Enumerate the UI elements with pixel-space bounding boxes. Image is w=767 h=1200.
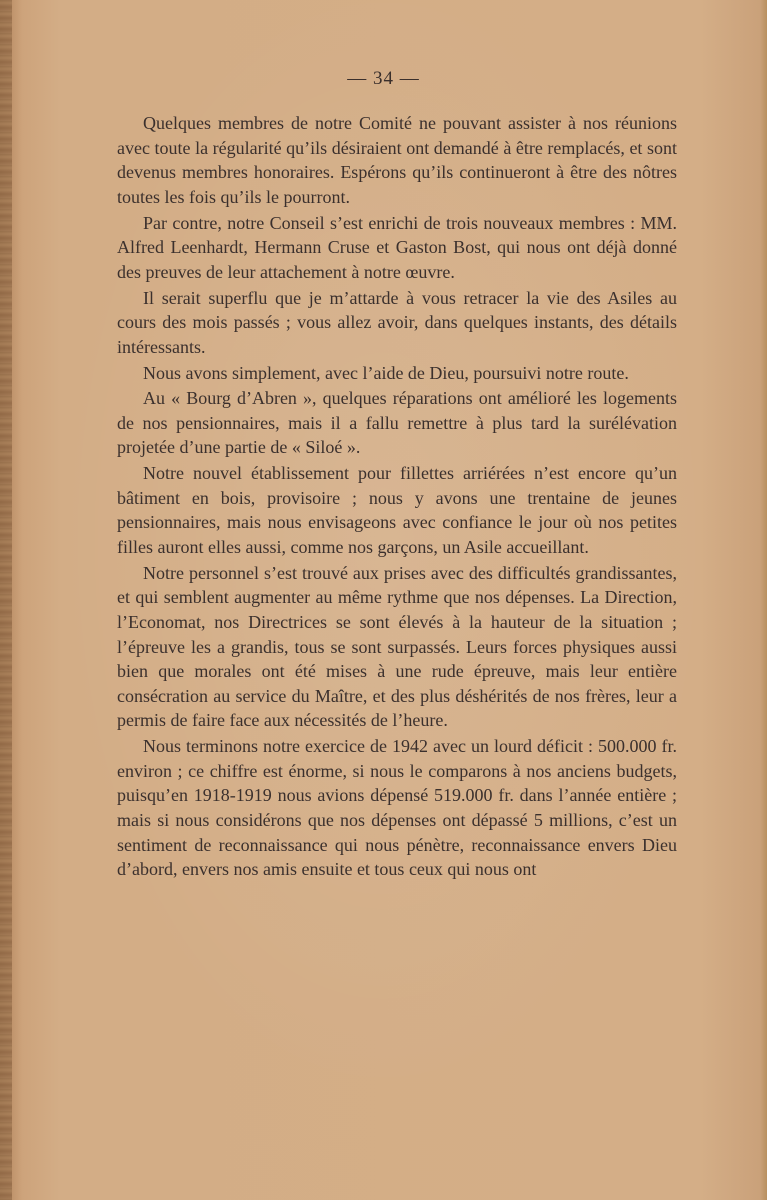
page-binding-edge <box>0 0 12 1200</box>
page-number: — 34 — <box>347 68 420 89</box>
paragraph-fillettes: Notre nouvel établissement pour fillettes arriérées n’est encore qu’un bâtiment en bois, provisoire ; nous y avons une trentaine de jeunes pensionnaires, mais nous envisageons avec confiance le jour où nos petites filles auront elles aussi, comme nos garçons, un Asile accueillant. <box>117 463 677 558</box>
body-text <box>117 111 677 882</box>
paragraph-exercice-1942: Nous terminons notre exercice de 1942 avec un lourd déficit : 500.000 fr. environ ; ce chiffre est énorme, si nous le comparons à nos anciens budgets, puisqu’en 1918-1919 nous avions dépensé 519.000 fr. dans l’année entière ; mais si nous considérons que nos dépenses ont dépassé 5 millions, c’est un sentiment de reconnaissance qui nous pénètre, reconnaissance envers Dieu d’abord, envers nos amis ensuite et tous ceux qui nous ont <box>117 736 677 880</box>
paragraph-personnel: Notre personnel s’est trouvé aux prises avec des difficultés grandissantes, et qui semblent augmenter au même rythme que nos dépenses. La Direction, l’Economat, nos Directrices se sont élevés à la hauteur de la situation ; l’épreuve les a grandis, tous se sont surpassés. Leurs forces physiques aussi bien que morales ont été mises à une rude épreuve, mais leur entière consécration au service du Maître, et des plus déshérités de nos frères, leur a permis de faire face aux nécessités de l’heure. <box>117 562 677 731</box>
paragraph-comite: Quelques membres de notre Comité ne pouvant assister à nos réunions avec toute la régularité qu’ils désiraient ont demandé à être remplacés, et sont devenus membres honoraires. Espérons qu’ils continueront à être des nôtres toutes les fois qu’ils le pourront. <box>117 113 677 207</box>
paragraph-conseil: Par contre, notre Conseil s’est enrichi de trois nouveaux membres : MM. Alfred Leenhardt, Hermann Cruse et Gaston Bost, qui nous ont déjà donné des preuves de leur attachement à notre œuvre. <box>117 212 677 282</box>
paragraph-asiles: Il serait superflu que je m’attarde à vous retracer la vie des Asiles au cours des mois passés ; vous allez avoir, dans quelques instants, des détails intéressants. <box>117 287 677 357</box>
paragraph-bourg-abren: Au « Bourg d’Abren », quelques réparations ont amélioré les logements de nos pensionnaires, mais il a fallu remettre à plus tard la surélévation projetée d’une partie de « Siloé ». <box>117 388 677 458</box>
paragraph-route: Nous avons simplement, avec l’aide de Dieu, poursuivi notre route. <box>143 362 629 383</box>
